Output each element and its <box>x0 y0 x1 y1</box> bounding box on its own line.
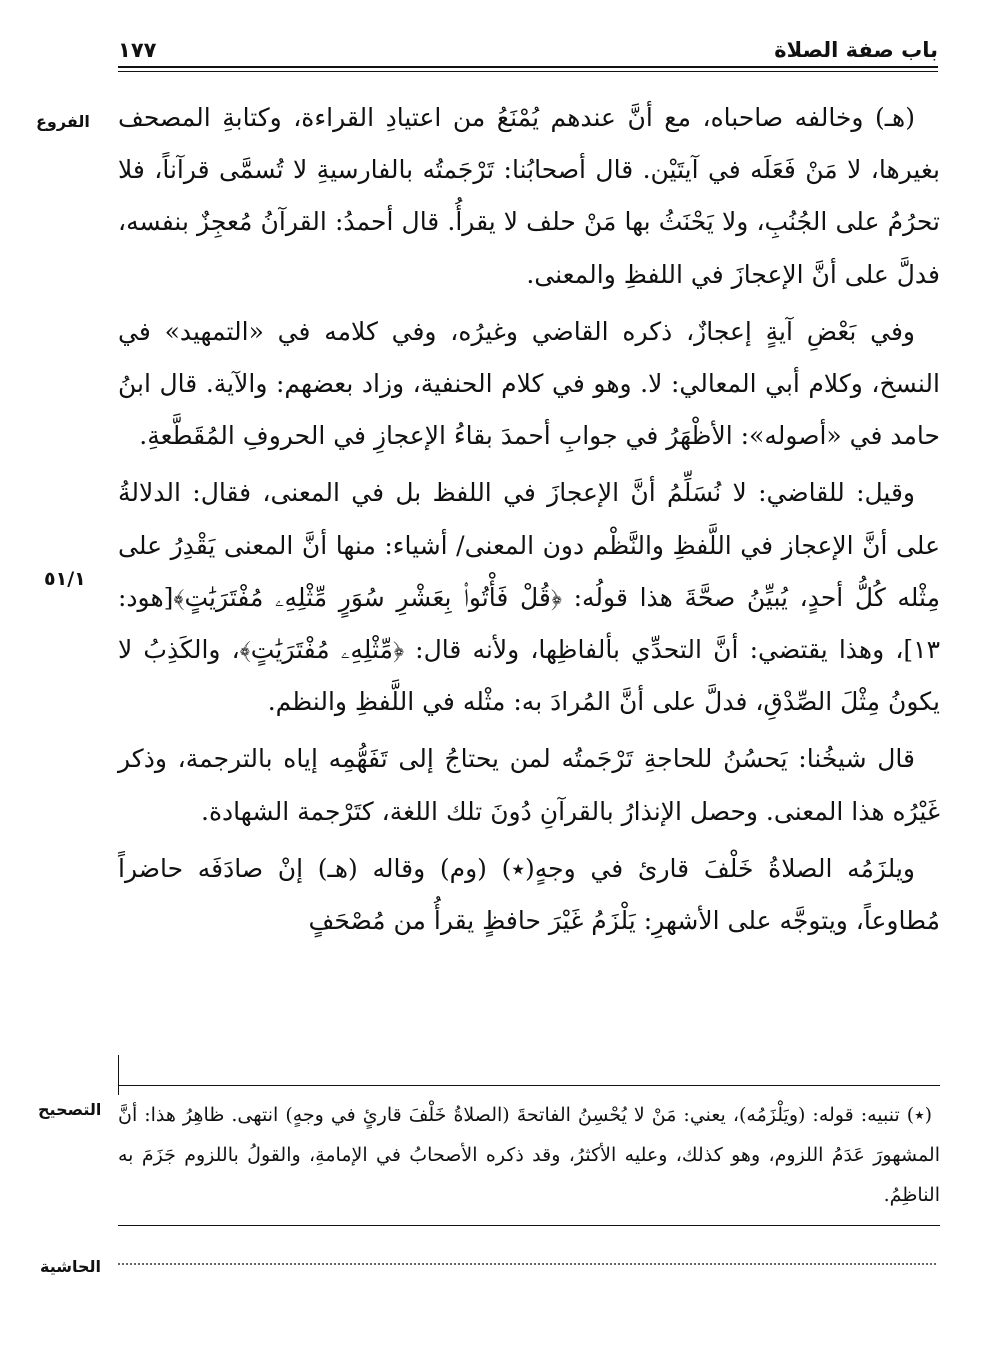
tashih-note-text: (٭) تنبيه: قوله: (ويَلْزَمُه)، يعني: مَنْ لا يُحْسِنُ الفاتحةَ (الصلاةُ خَلْفَ قارئٍ في وجهٍ) انتهى. ظاهِرُ هذا: أنَّ المشهورَ عَدَمُ اللزوم، وهو كذلك، وعليه الأكثرُ، وقد ذكره الأصحابُ في الإمامةِ، والقولُ باللزوم جَزَمَ به الناظِمُ. <box>118 1104 940 1206</box>
paragraph-5: ويلزَمُه الصلاةُ خَلْفَ قارئ في وجهٍ(٭) (وم) وقاله (هـ) إنْ صادَفَه حاضراً مُطاوعاً، ويتوجَّه على الأشهرِ: يَلْزَمُ غَيْرَ حافظٍ يقرأُ من مُصْحَفٍ <box>118 853 940 936</box>
main-text <box>118 92 940 952</box>
page-number: ١٧٧ <box>118 38 157 62</box>
paragraph-4: قال شيخُنا: يَحسُنُ للحاجةِ تَرْجَمتُه لمن يحتاجُ إلى تَفَهُّمِه إياه بالترجمة، وذكر غَيْرُه هذا المعنى. وحصل الإنذارُ بالقرآنِ دُونَ تلك اللغة، كتَرْجمة الشهادة. <box>118 744 940 826</box>
section-divider <box>118 1085 940 1086</box>
footer-divider <box>118 1225 940 1226</box>
section-divider-vertical <box>118 1055 119 1095</box>
chapter-title: باب صفة الصلاة <box>774 38 938 62</box>
hashiya-dotted-line <box>118 1263 936 1265</box>
paragraph-3: وقيل: للقاضي: لا نُسَلِّمُ أنَّ الإعجازَ في اللفظ بل في المعنى، فقال: الدلالةُ على أنَّ الإعجاز في اللَّفظِ والنَّظْم دون المعنى/ أشياء: منها أنَّ المعنى يَقْدِرُ على مِثْله كُلُّ أحدٍ، يُبيِّنُ صحَّةَ هذا قولُه: ﴿قُلْ فَأْتُوا۟ بِعَشْرِ سُوَرٍ مِّثْلِهِۦ مُفْتَرَيَٰتٍ﴾[هود: ١٣]، وهذا يقتضي: أنَّ التحدِّي بألفاظِها، ولأنه قال: ﴿مِّثْلِهِۦ مُفْتَرَيَٰتٍ﴾، والكَذِبُ لا يكونُ مِثْلَ الصِّدْقِ، فدلَّ على أنَّ المُرادَ به: مثْله في اللَّفظِ والنظم. <box>118 478 940 717</box>
tashih-note <box>118 1095 940 1215</box>
margin-page-marker: ٥١/١ <box>44 568 86 590</box>
page-header <box>118 26 938 62</box>
paragraph-1: (هـ) وخالفه صاحباه، مع أنَّ عندهم يُمْنَعُ من اعتيادِ القراءة، وكتابةِ المصحف بغيرها، لا مَنْ فَعَلَه في آيتَيْن. قال أصحابُنا: تَرْجَمتُه بالفارسيةِ لا تُسمَّى قرآناً، فلا تحرُمُ على الجُنُبِ، ولا يَحْنَثُ بها مَنْ حلف لا يقرأُ. قال أحمدُ: القرآنُ مُعجِزٌ بنفسه، فدلَّ على أنَّ الإعجازَ في اللفظِ والمعنى. <box>118 103 940 289</box>
margin-label-hashiya: الحاشية <box>40 1257 101 1276</box>
margin-label-furu: الفروع <box>36 112 90 131</box>
header-rule-thin <box>118 71 938 72</box>
margin-label-tashih: التصحيح <box>38 1100 102 1119</box>
paragraph-2: وفي بَعْضِ آيةٍ إعجازٌ، ذكره القاضي وغيرُه، وفي كلامه في «التمهيد» في النسخ، وكلام أبي المعالي: لا. وهو في كلام الحنفية، وزاد بعضهم: والآية. قال ابنُ حامد في «أصوله»: الأظْهَرُ في جوابِ أحمدَ بقاءُ الإعجازِ في الحروفِ المُقَطَّعةِ. <box>118 316 940 451</box>
header-rule-thick <box>118 66 938 68</box>
